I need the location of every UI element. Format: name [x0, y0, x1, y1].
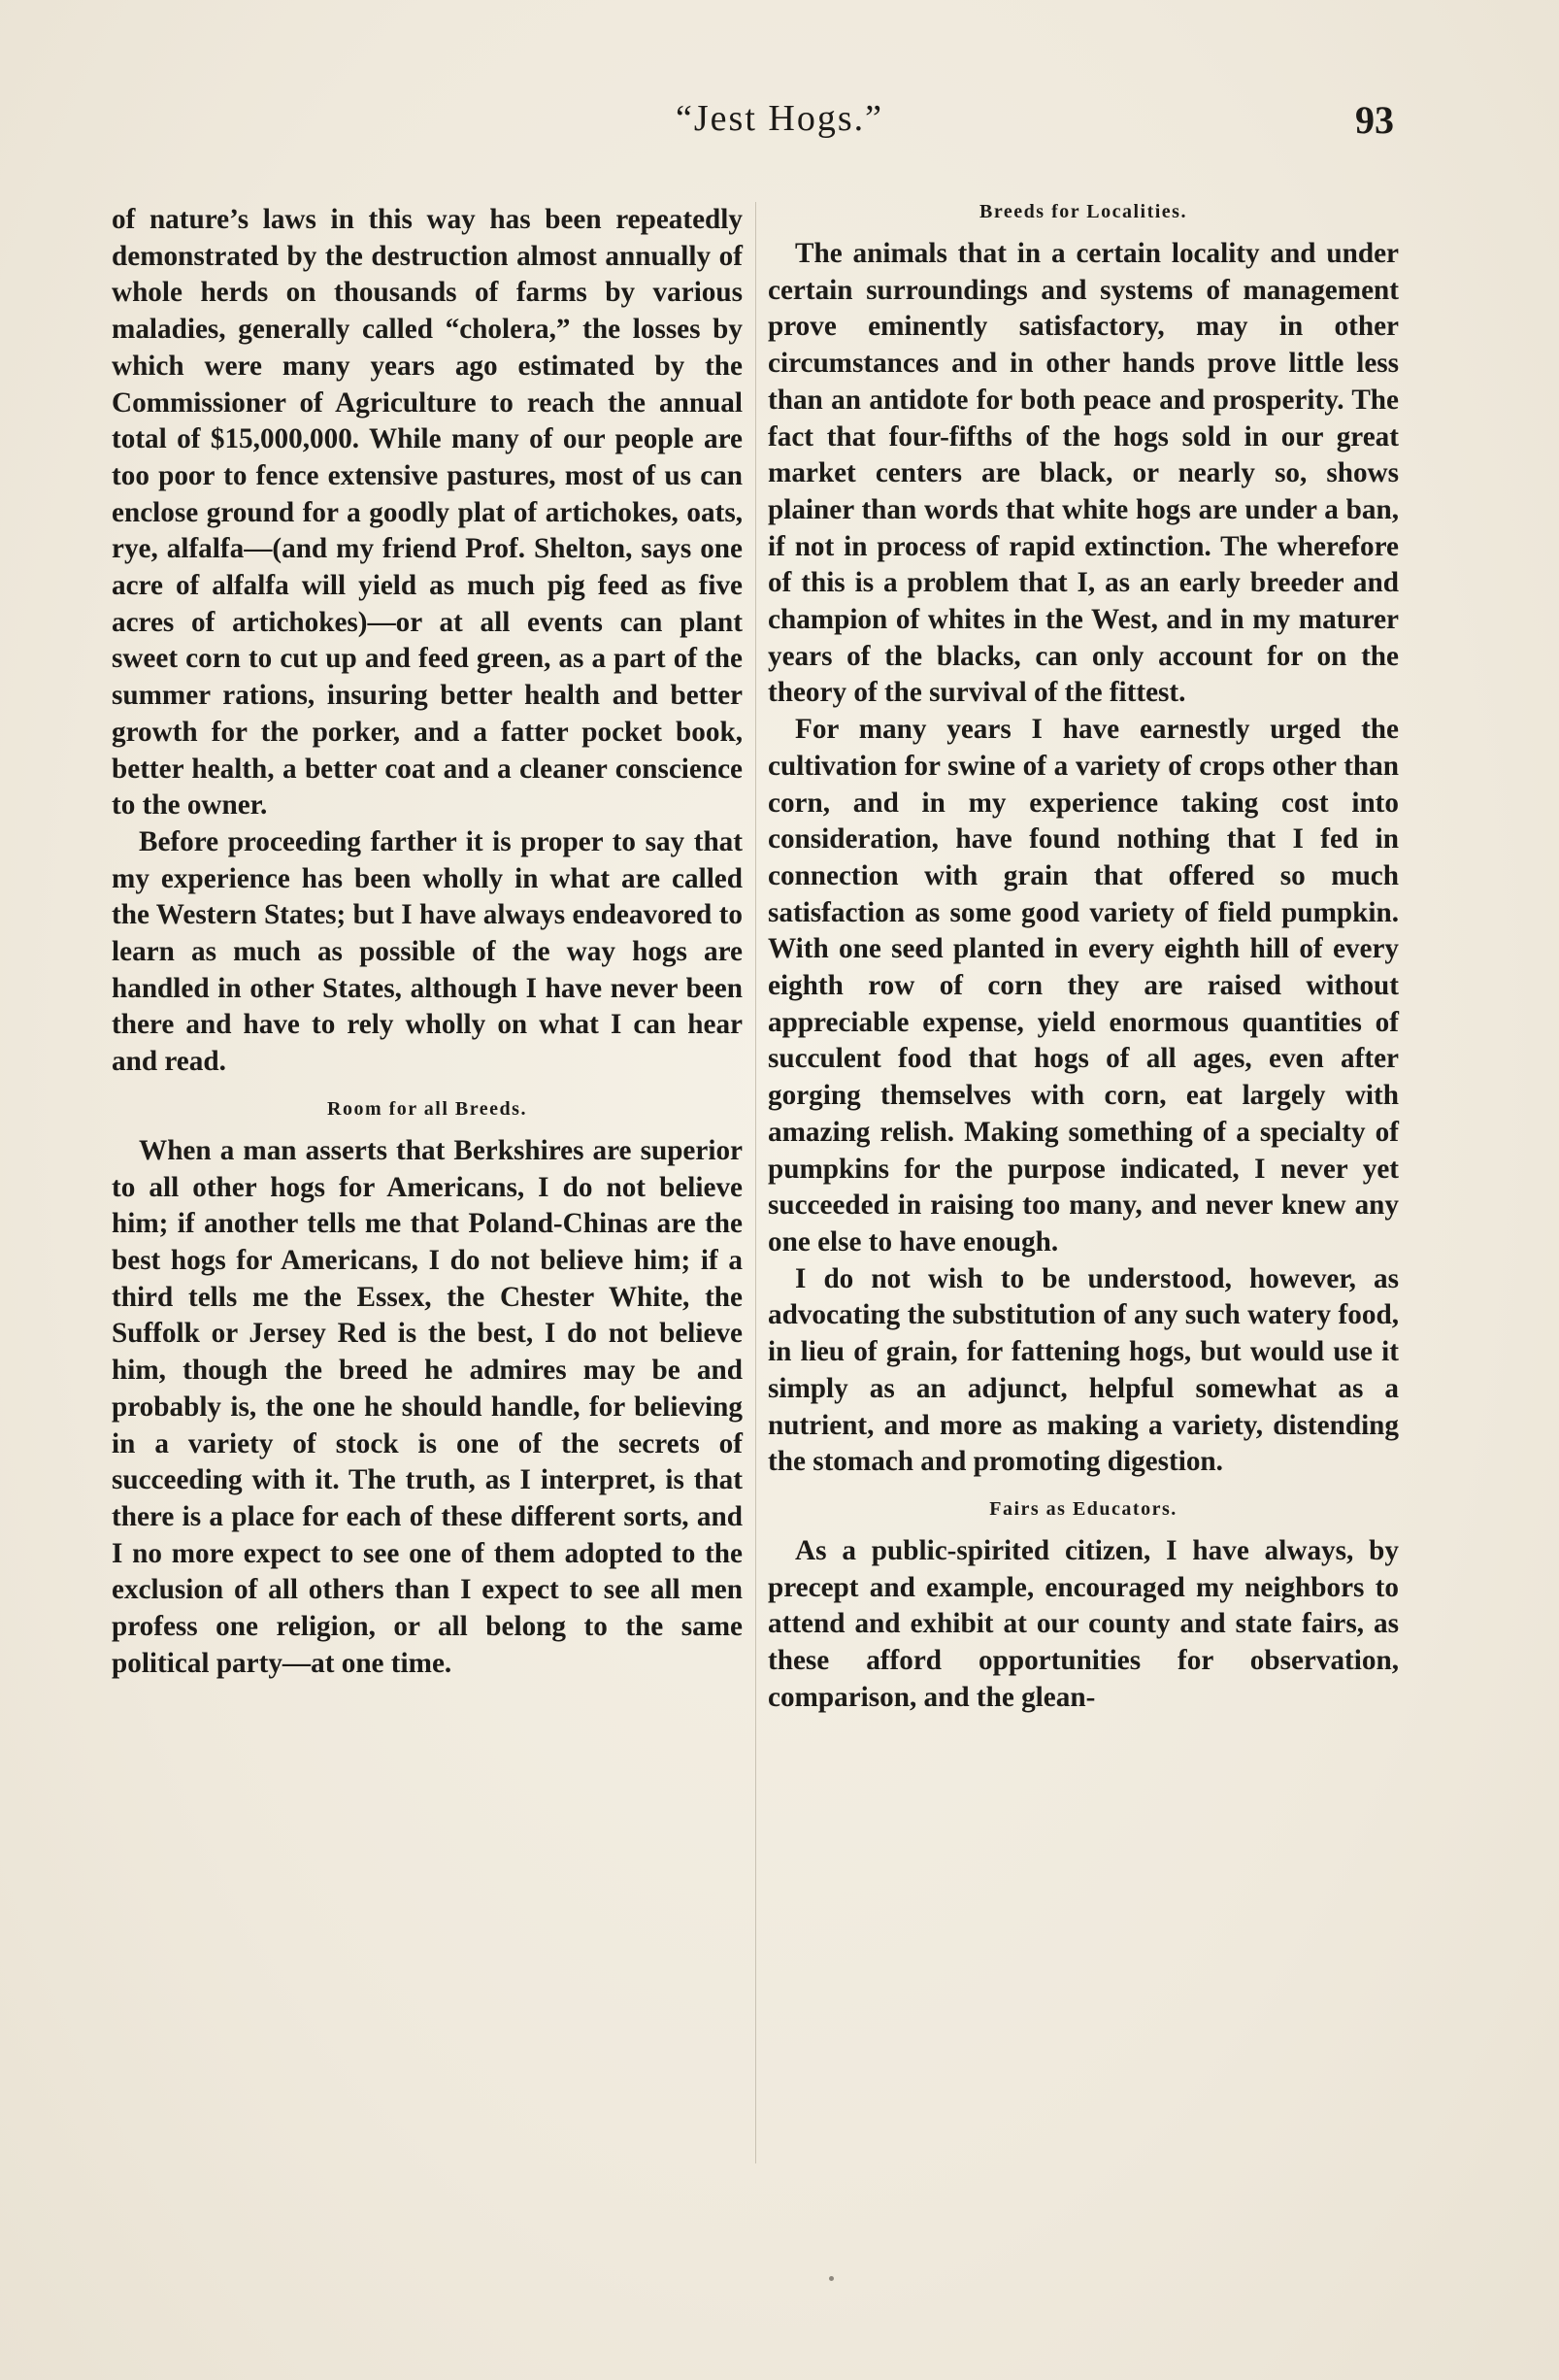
running-title: “Jest Hogs.”	[676, 98, 883, 139]
paragraph: As a public-spirited citizen, I have always, by precept and example, encouraged my neighbors to attend and exhibit at our county and state fairs, as these afford opportunities for observation, comparison, and the glean-	[768, 1534, 1399, 1713]
right-column	[768, 202, 1399, 1716]
paragraph: The animals that in a certain locality and under certain surroundings and systems of management prove eminently satisfactory, may in other circumstances and in other hands prove little less than an antidote for both peace and prosperity. The fact that four-fifths of the hogs sold in our great market centers are black, or nearly so, shows plainer than words that white hogs are under a ban, if not in process of rapid extinction. The wherefore of this is a problem that I, as an early breeder and champion of whites in the West, and in my maturer years of the blacks, can only account for on the theory of the survival of the fittest.	[768, 238, 1399, 709]
paragraph: When a man asserts that Berkshires are superior to all other hogs for Americans, I do not believe him; if another tells me that Poland-Chinas are the best hogs for Americans, I do not believe him; if a third tells me the Essex, the Chester White, the Suffolk or Jersey Red is the best, I do not believe him, though the breed he admires may be and probably is, the one he should handle, for believing in a variety of stock is one of the secrets of succeeding with it. The truth, as I interpret, is that there is a place for each of these different sorts, and I no more expect to see one of them adopted to the exclusion of all others than I expect to see all men profess one religion, or all belong to the same political party—at one time.	[112, 1134, 743, 1679]
running-head	[0, 97, 1559, 155]
page-number: 93	[1355, 98, 1394, 142]
section-heading: Room for all Breeds.	[327, 1097, 527, 1120]
left-column	[112, 202, 743, 1682]
paragraph: I do not wish to be understood, however, as advocating the substitution of any such watery food, in lieu of grain, for fattening hogs, but would use it simply as an adjunct, helpful somewhat as a nutrient, and more as making a variety, distending the stomach and promoting digestion.	[768, 1262, 1399, 1478]
section-heading: Breeds for Localities.	[979, 201, 1187, 222]
paragraph: of nature’s laws in this way has been repeatedly demonstrated by the destruction almost annually of whole herds on thousands of farms by various maladies, generally called “cholera,” the losses by which were many years ago estimated by the Commissioner of Agriculture to reach the annual total of $15,000,000. While many of our people are too poor to fence extensive pastures, most of us can enclose ground for a goodly plat of artichokes, oats, rye, alfalfa—(and my friend Prof. Shelton, says one acre of alfalfa will yield as much pig feed as five acres of artichokes)—or at all events can plant sweet corn to cut up and feed green, as a part of the summer rations, insuring better health and better growth for the porker, and a fatter pocket book, better health, a better coat and a cleaner conscience to the owner.	[112, 204, 743, 821]
paragraph: Before proceeding farther it is proper to say that my experience has been wholly in what are called the Western States; but I have always endeavored to learn as much as possible of the way hogs are handled in other States, although I have never been there and have to rely wholly on what I can hear and read.	[112, 825, 743, 1078]
paragraph: For many years I have earnestly urged the cultivation for swine of a variety of crops other than corn, and in my experience taking cost into consideration, have found nothing that I fed in connection with grain that offered so much satisfaction as some good variety of field pumpkin. With one seed planted in every eighth hill of every eighth row of corn they are raised without appreciable expense, yield enormous quantities of succulent food that hogs of all ages, even after gorging themselves with corn, eat largely with amazing relish. Making something of a specialty of pumpkins for the purpose indicated, I never yet succeeded in raising too many, and never knew any one else to have enough.	[768, 714, 1399, 1257]
column-divider	[755, 202, 756, 2163]
ink-speck	[829, 2276, 834, 2281]
section-heading: Fairs as Educators.	[989, 1497, 1178, 1520]
